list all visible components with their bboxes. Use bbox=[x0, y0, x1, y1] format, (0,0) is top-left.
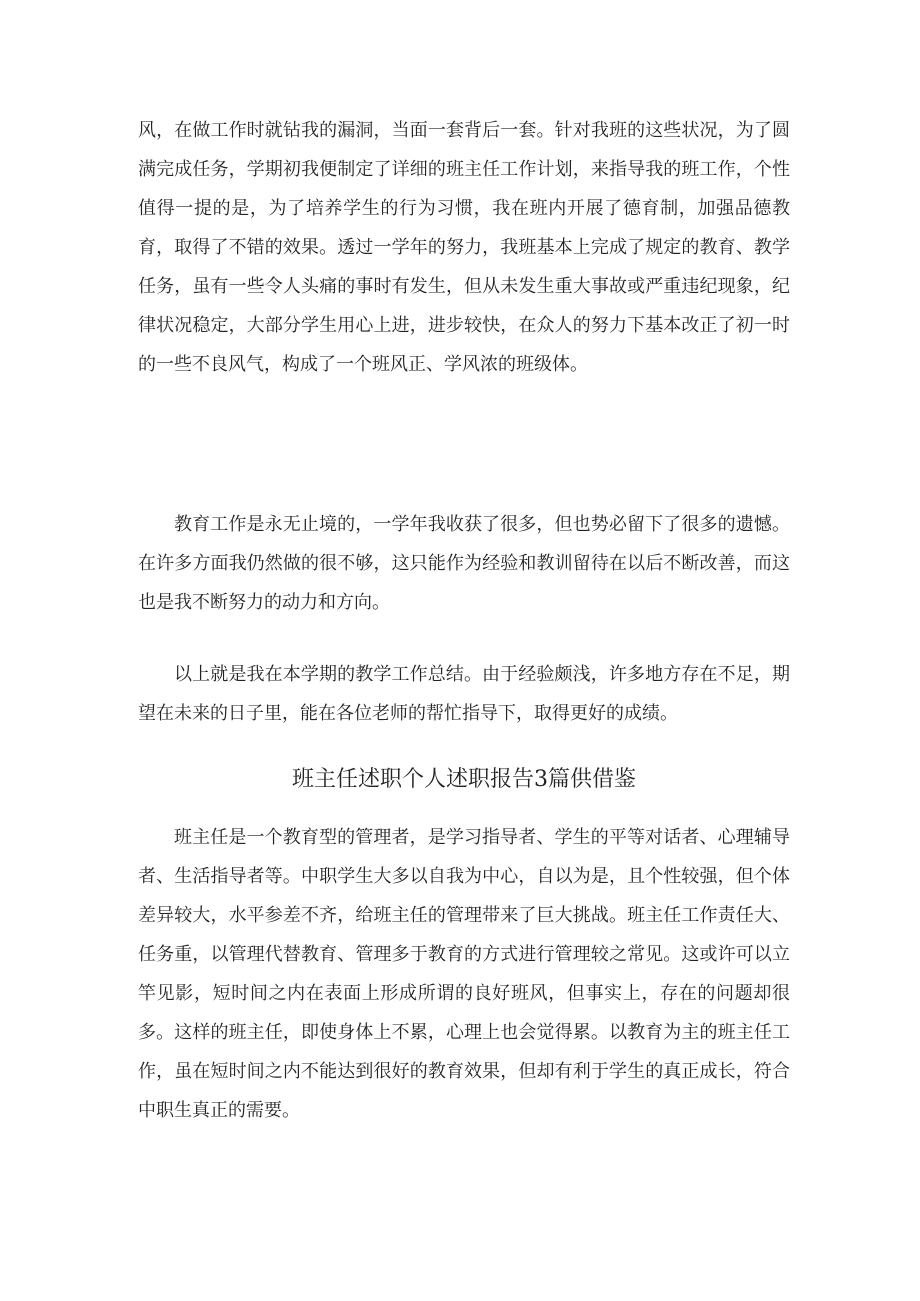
body-paragraph: 班主任是一个教育型的管理者，是学习指导者、学生的平等对话者、心理辅导者、生活指导者等。中职学生大多以自我为中心，自以为是，且个性较强，但个体差异较大，水平参差不齐，给班主任的管理带来了巨大挑战。班主任工作责任大、任务重，以管理代替教育、管理多于教育的方式进行管理较之常见。这或许可以立竿见影，短时间之内在表面上形成所谓的良好班风，但事实上，存在的问题却很多。这样的班主任，即使身体上不累，心理上也会觉得累。以教育为主的班主任工作，虽在短时间之内不能达到很好的教育效果，但却有利于学生的真正成长，符合中职生真正的需要。 bbox=[138, 827, 790, 1121]
body-paragraph: 以上就是我在本学期的教学工作总结。由于经验颇浅，许多地方存在不足，期望在未来的日子里，能在各位老师的帮忙指导下，取得更好的成绩。 bbox=[138, 664, 790, 724]
body-paragraph: 教育工作是永无止境的，一学年我收获了很多，但也势必留下了很多的遗憾。在许多方面我仍然做的很不够，这只能作为经验和教训留待在以后不断改善，而这也是我不断努力的动力和方向。 bbox=[138, 514, 790, 613]
section-heading: 班主任述职个人述职报告3篇供借鉴 bbox=[292, 767, 636, 792]
body-paragraph-continuation: 风，在做工作时就钻我的漏洞，当面一套背后一套。针对我班的这些状况，为了圆满完成任务，学期初我便制定了详细的班主任工作计划，来指导我的班工作，个性值得一提的是，为了培养学生的行为习惯，我在班内开展了德育制，加强品德教育，取得了不错的效果。透过一学年的努力，我班基本上完成了规定的教育、教学任务，虽有一些令人头痛的事时有发生，但从未发生重大事故或严重违纪现象，纪律状况稳定，大部分学生用心上进，进步较快，在众人的努力下基本改正了初一时的一些不良风气，构成了一个班风正、学风浓的班级体。 bbox=[138, 120, 790, 375]
